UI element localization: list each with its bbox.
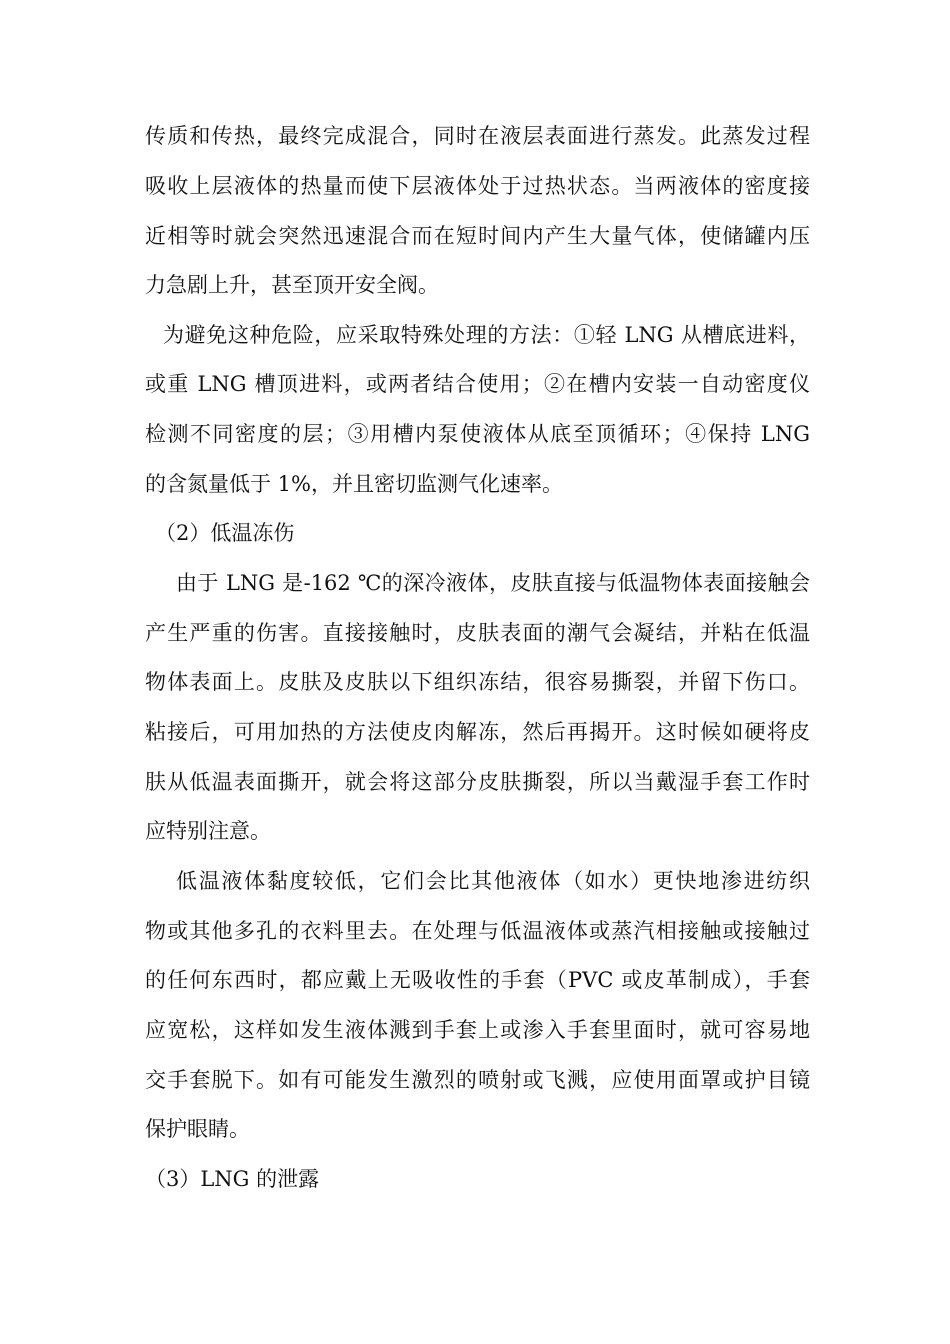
text-line: 应特别注意。 — [145, 819, 271, 843]
text-line: 吸收上层液体的热量而使下层液体处于过热状态。当两液体的密度接 — [145, 174, 810, 198]
text-line: 近相等时就会突然迅速混合而在短时间内产生大量气体，使储罐内压 — [145, 224, 810, 248]
text-line: 为避免这种危险，应采取特殊处理的方法：①轻 LNG 从槽底进料， — [163, 323, 810, 347]
text-line: 检测不同密度的层；③用槽内泵使液体从底至顶循环；④保持 LNG — [145, 422, 810, 446]
text-line: 物体表面上。皮肤及皮肤以下组织冻结，很容易撕裂，并留下伤口。 — [145, 670, 810, 694]
text-line: 力急剧上升，甚至顶开安全阀。 — [145, 273, 439, 297]
text-line: 肤从低温表面撕开，就会将这部分皮肤撕裂，所以当戴湿手套工作时 — [145, 770, 810, 794]
section-heading: （3）LNG 的泄露 — [145, 1167, 320, 1191]
text-line: 传质和传热，最终完成混合，同时在液层表面进行蒸发。此蒸发过程 — [145, 124, 810, 148]
text-line: 或重 LNG 槽顶进料，或两者结合使用；②在槽内安装一自动密度仪 — [145, 372, 810, 396]
text-line: 保护眼睛。 — [145, 1117, 250, 1141]
text-line: 由于 LNG 是-162 ℃的深冷液体，皮肤直接与低温物体表面接触会 — [176, 571, 810, 595]
text-line: 的含氮量低于 1%，并且密切监测气化速率。 — [145, 472, 563, 496]
section-heading: （2）低温冻伤 — [155, 521, 295, 545]
text-line: 产生严重的伤害。直接接触时，皮肤表面的潮气会凝结，并粘在低温 — [145, 621, 810, 645]
text-line: 物或其他多孔的衣料里去。在处理与低温液体或蒸汽相接触或接触过 — [145, 919, 810, 943]
text-line: 的任何东西时，都应戴上无吸收性的手套（PVC 或皮革制成），手套 — [145, 968, 810, 992]
text-line: 粘接后，可用加热的方法使皮肉解冻，然后再揭开。这时候如硬将皮 — [145, 720, 810, 744]
text-line: 应宽松，这样如发生液体溅到手套上或渗入手套里面时，就可容易地 — [145, 1018, 810, 1042]
text-line: 低温液体黏度较低，它们会比其他液体（如水）更快地渗进纺织 — [176, 869, 810, 893]
text-line: 交手套脱下。如有可能发生激烈的喷射或飞溅，应使用面罩或护目镜 — [145, 1068, 810, 1092]
